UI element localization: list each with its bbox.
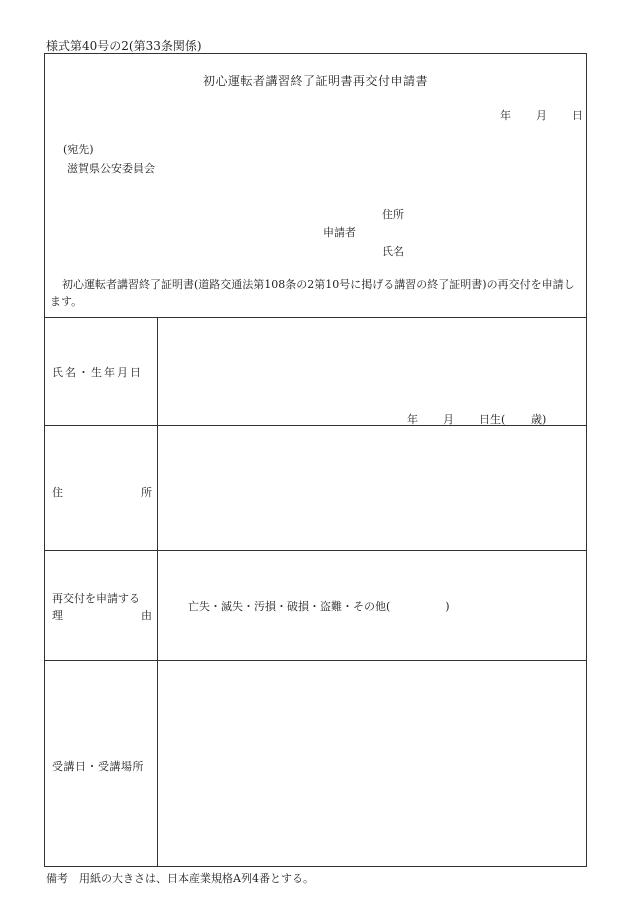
- applicant-address-label: 住所: [382, 208, 404, 221]
- table-top-border: [45, 317, 586, 318]
- form-number: 様式第40号の2(第33条関係): [46, 39, 202, 53]
- reason-label-first: 再交付を申請する: [52, 592, 140, 605]
- addressee-name: 滋賀県公安委員会: [67, 162, 155, 175]
- addressee-label: (宛先): [63, 143, 94, 156]
- remarks-note: 備考 用紙の大きさは、日本産業規格A列4番とする。: [46, 872, 314, 885]
- birth-day-label: 日生(: [479, 413, 506, 426]
- course-date-place-label: 受講日・受講場所: [52, 760, 144, 773]
- birth-month-label: 月: [443, 413, 454, 426]
- date-day-label: 日: [572, 109, 583, 122]
- application-form: [44, 53, 587, 867]
- reason-label-second: 理: [52, 609, 63, 622]
- row-divider: [45, 550, 586, 551]
- application-statement: 初心運転者講習終了証明書(道路交通法第108条の2第10号に掲げる講習の終了証明書)の再交付を申請します。: [50, 278, 575, 308]
- label-column-divider: [157, 317, 158, 866]
- date-month-label: 月: [536, 109, 547, 122]
- date-year-label: 年: [500, 109, 511, 122]
- address-label-second: 所: [141, 486, 152, 499]
- row-divider: [45, 660, 586, 661]
- address-label-first: 住: [52, 486, 63, 499]
- reason-label-third: 由: [141, 609, 152, 622]
- applicant-name-label: 氏名: [382, 245, 404, 258]
- reason-options: 亡失・滅失・汚損・破損・盗難・その他( ): [188, 600, 450, 613]
- form-title: 初心運転者講習終了証明書再交付申請書: [202, 74, 428, 88]
- applicant-label: 申請者: [323, 226, 356, 239]
- name-birthdate-label: 氏名・生年月日: [52, 366, 143, 379]
- age-label: 歳): [531, 413, 547, 426]
- birth-year-label: 年: [407, 413, 418, 426]
